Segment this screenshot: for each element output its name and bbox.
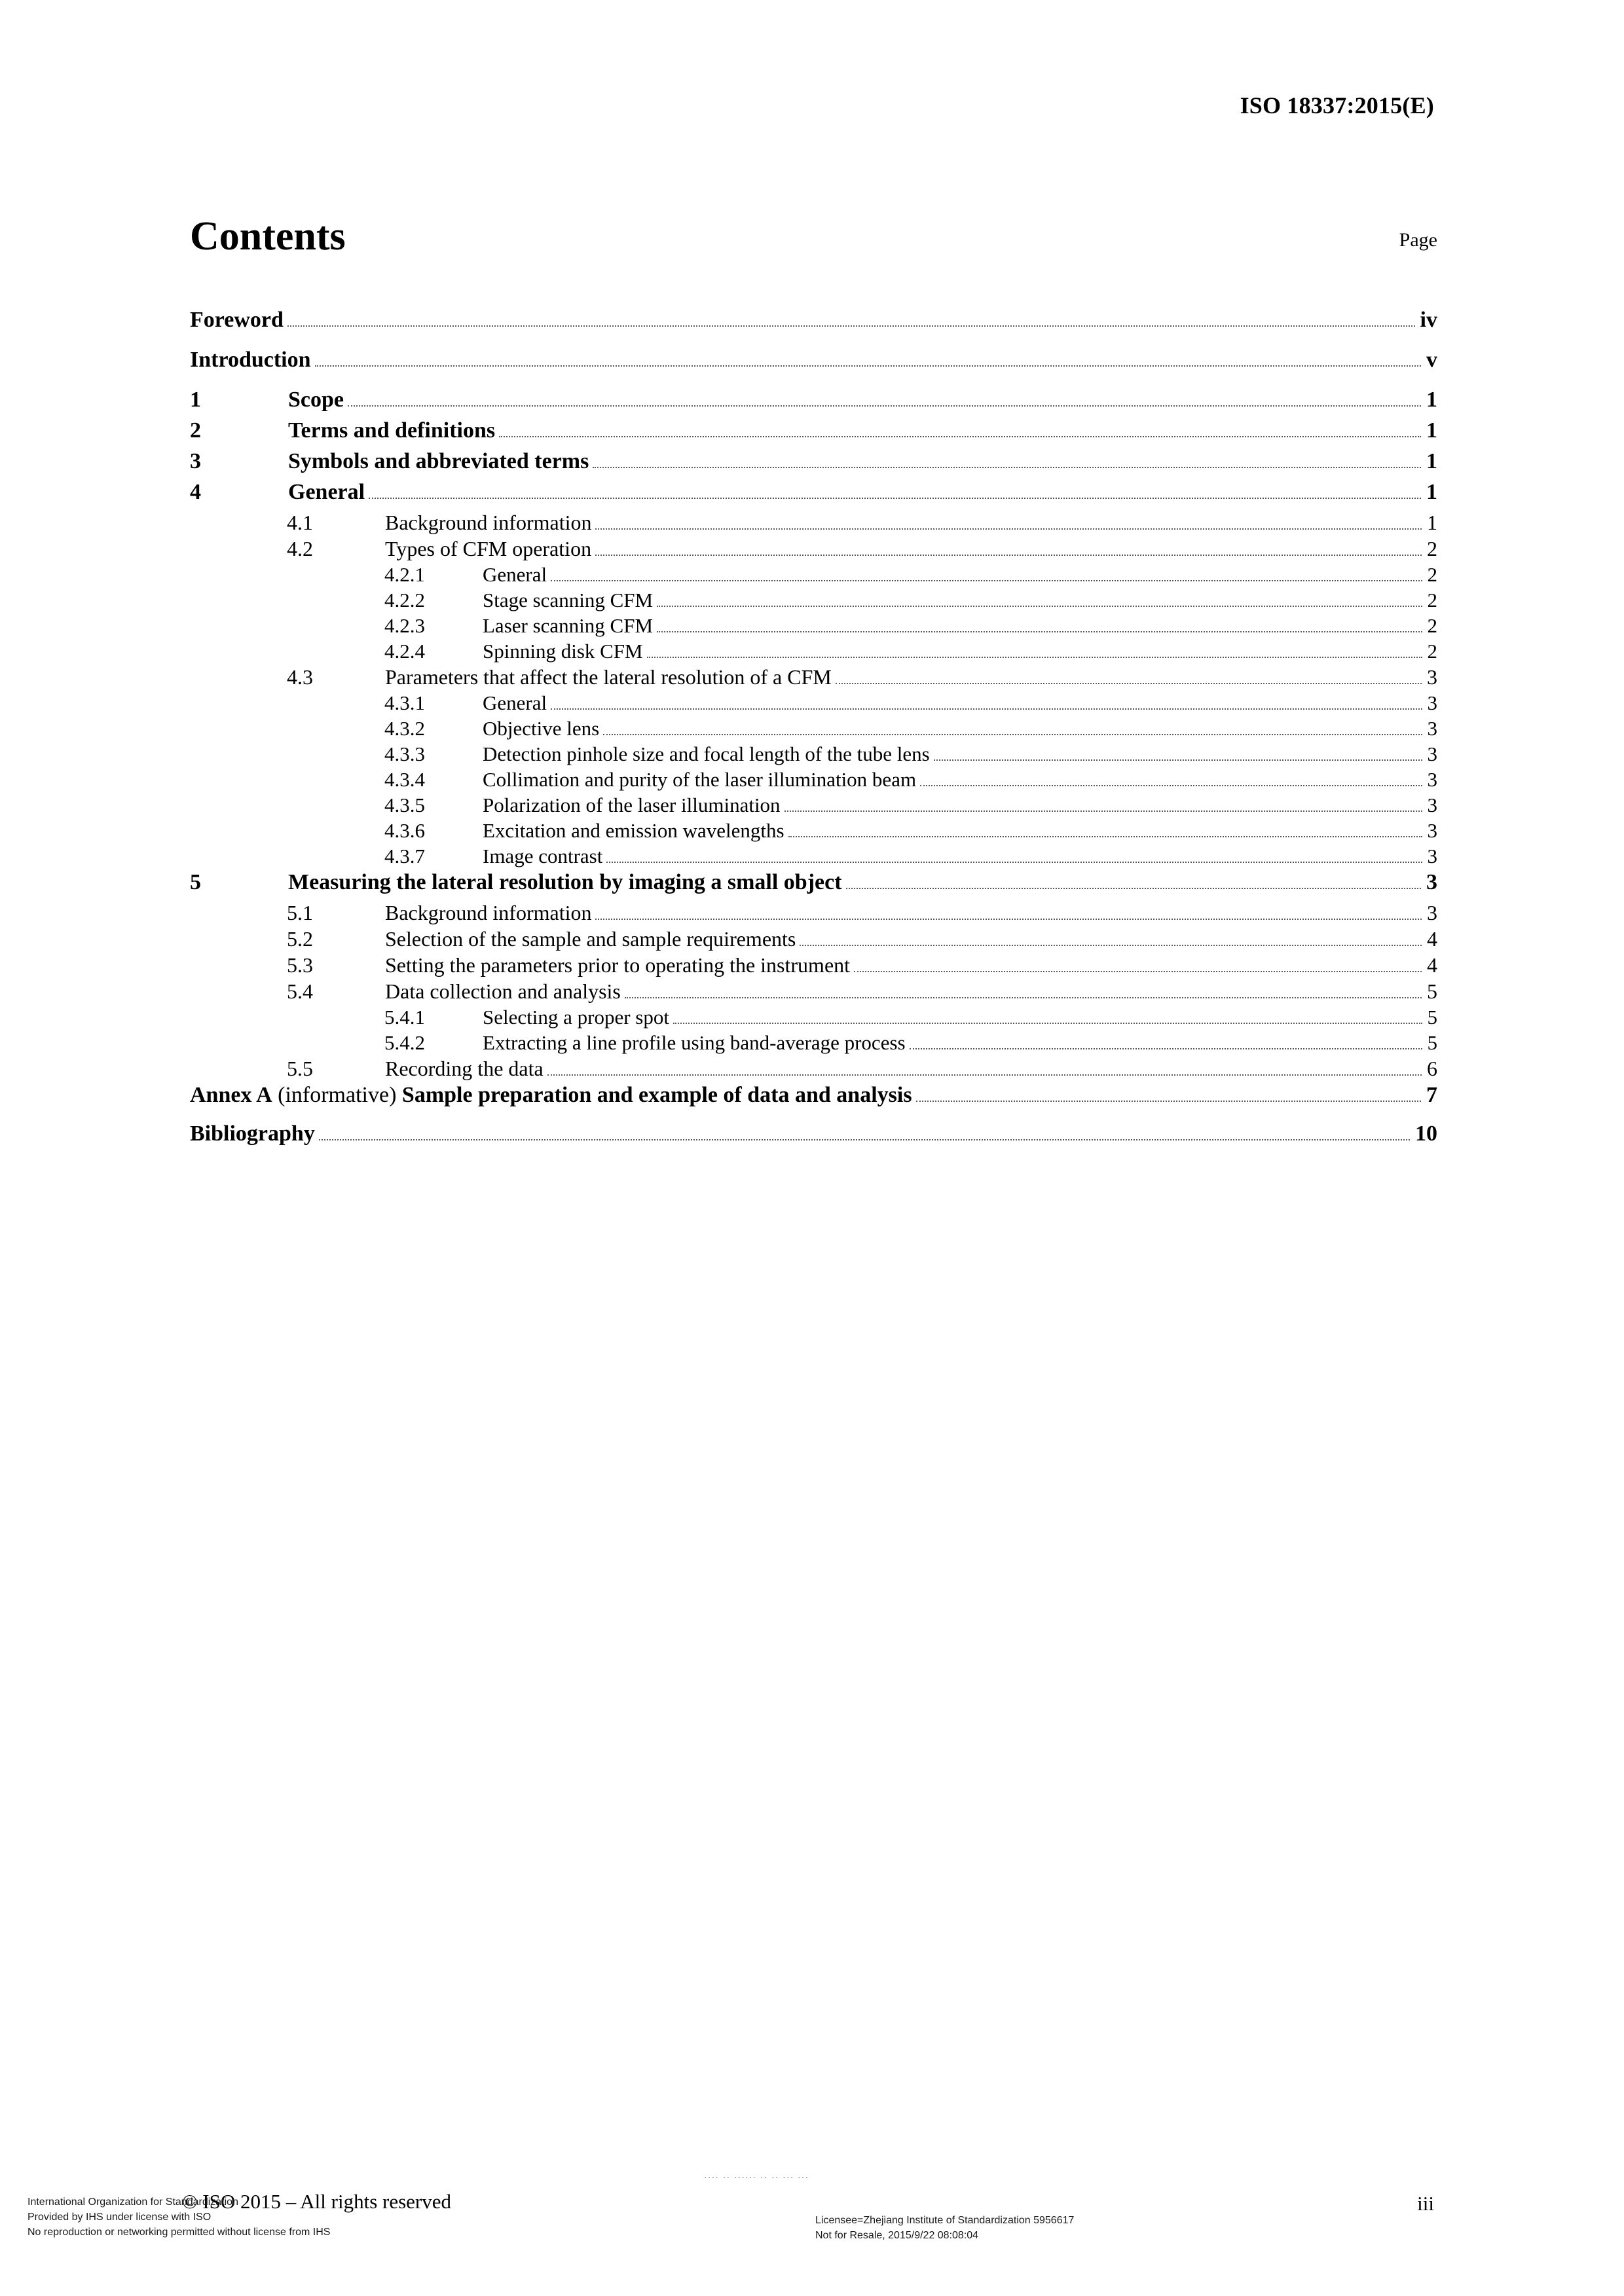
- toc-entry-page: 2: [1427, 640, 1437, 663]
- footer-ihs-license-center: [815, 2213, 1074, 2243]
- toc-entry[interactable]: [190, 418, 1437, 444]
- toc-entry-page: 1: [1426, 449, 1437, 473]
- ihs-norepro-line: No reproduction or networking permitted without license from IHS: [28, 2227, 331, 2238]
- toc-leader-dots: [916, 1101, 1421, 1102]
- toc-entry-label: Introduction: [190, 348, 311, 372]
- toc-entry-label: Foreword: [190, 308, 284, 332]
- ihs-provided-line: Provided by IHS under license with ISO: [28, 2212, 212, 2223]
- toc-entry-label: Spinning disk CFM: [483, 640, 643, 663]
- toc-entry-page: iv: [1420, 308, 1437, 332]
- contents-heading-row: [190, 216, 1437, 257]
- toc-annex-qualifier: (informative): [272, 1083, 402, 1107]
- toc-entry[interactable]: [190, 870, 1437, 896]
- toc-entry-label: Collimation and purity of the laser illumination beam: [483, 768, 917, 791]
- toc-entry-page: 3: [1427, 901, 1437, 924]
- toc-entry-number: 4.3.7: [384, 845, 425, 867]
- toc-entry-page: 5: [1427, 979, 1437, 1003]
- toc-entry-label: Data collection and analysis: [385, 979, 621, 1003]
- toc-entry[interactable]: [190, 1057, 1437, 1082]
- toc-entry[interactable]: [190, 845, 1437, 869]
- toc-entry-page: 1: [1426, 418, 1437, 443]
- toc-leader-dots: [920, 785, 1422, 786]
- toc-entry[interactable]: [190, 665, 1437, 691]
- toc-entry-page: 3: [1427, 768, 1437, 791]
- toc-leader-dots: [784, 811, 1422, 812]
- toc-entry-number: 5.2: [287, 927, 313, 951]
- toc-entry[interactable]: [190, 614, 1437, 639]
- toc-entry-page: 1: [1427, 511, 1437, 534]
- toc-leader-dots: [673, 1023, 1422, 1024]
- toc-entry-page: 10: [1415, 1121, 1437, 1146]
- toc-entry-number: 4.3.2: [384, 717, 425, 740]
- toc-entry[interactable]: [190, 691, 1437, 716]
- toc-entry-number: 5.4: [287, 979, 313, 1003]
- toc-leader-dots: [854, 971, 1422, 972]
- toc-entry[interactable]: [190, 1121, 1437, 1147]
- toc-entry-page: 3: [1427, 717, 1437, 740]
- toc-leader-dots: [595, 528, 1422, 530]
- toc-entry[interactable]: [190, 563, 1437, 588]
- toc-entry-page: 3: [1427, 793, 1437, 816]
- toc-leader-dots: [319, 1139, 1410, 1140]
- toc-leader-dots: [657, 631, 1422, 632]
- toc-leader-dots: [606, 862, 1422, 863]
- toc-leader-dots: [846, 888, 1421, 889]
- toc-entry-label: Selecting a proper spot: [483, 1006, 669, 1029]
- page-column-label: Page: [1399, 229, 1437, 251]
- toc-entry-page: 4: [1427, 927, 1437, 951]
- toc-leader-dots: [287, 325, 1415, 327]
- toc-entry-number: 3: [190, 449, 201, 473]
- toc-leader-dots: [836, 683, 1422, 684]
- toc-entry[interactable]: [190, 742, 1437, 767]
- footer-page-number: iii: [1417, 2192, 1434, 2215]
- toc-entry-label: Objective lens: [483, 717, 600, 740]
- toc-entry-label: General: [483, 691, 547, 714]
- toc-entry[interactable]: [190, 901, 1437, 926]
- toc-entry-page: 5: [1427, 1006, 1437, 1029]
- toc-entry-number: 5.4.2: [384, 1031, 425, 1054]
- toc-leader-dots: [551, 580, 1422, 581]
- toc-entry-label: Background information: [385, 901, 592, 924]
- toc-entry[interactable]: [190, 768, 1437, 793]
- toc-entry-number: 4.1: [287, 511, 313, 534]
- toc-leader-dots: [910, 1048, 1422, 1049]
- toc-entry[interactable]: [190, 979, 1437, 1005]
- toc-entry-label: Background information: [385, 511, 592, 534]
- toc-entry-page: 3: [1427, 845, 1437, 867]
- toc-entry[interactable]: [190, 589, 1437, 613]
- toc-entry-label: Polarization of the laser illumination: [483, 793, 781, 816]
- toc-entry-label: Extracting a line profile using band-average process: [483, 1031, 906, 1054]
- toc-entry-page: 3: [1427, 691, 1437, 714]
- toc-entry-number: 4.3: [287, 665, 313, 689]
- toc-leader-dots: [788, 836, 1422, 837]
- footer-copyright: © ISO 2015 – All rights reserved: [182, 2190, 452, 2213]
- ihs-org-line: International Organization for Standardization: [28, 2196, 238, 2208]
- toc-entry-number: 5.1: [287, 901, 313, 924]
- toc-entry-number: 4.3.5: [384, 793, 425, 816]
- toc-leader-dots: [315, 365, 1421, 367]
- toc-entry-label: Setting the parameters prior to operating the instrument: [385, 953, 851, 977]
- toc-leader-dots: [593, 467, 1421, 468]
- toc-leader-dots: [657, 606, 1422, 607]
- toc-entry[interactable]: [190, 953, 1437, 979]
- toc-entry-page: 2: [1427, 563, 1437, 586]
- toc-entry-number: 4.2.2: [384, 589, 425, 611]
- toc-entry-page: 6: [1427, 1057, 1437, 1080]
- page-header-standard-ref: ISO 18337:2015(E): [1240, 92, 1434, 118]
- toc-entry-page: 1: [1426, 480, 1437, 504]
- page-title: Contents: [190, 214, 346, 259]
- toc-leader-dots: [369, 498, 1421, 499]
- toc-entry-label: Measuring the lateral resolution by imaging a small object: [288, 870, 842, 894]
- toc-entry[interactable]: [190, 640, 1437, 665]
- toc-annex-title: Sample preparation and example of data and analysis: [401, 1083, 912, 1107]
- toc-entry-number: 4.2.4: [384, 640, 425, 663]
- toc-leader-dots: [595, 555, 1422, 556]
- toc-leader-dots: [934, 759, 1422, 761]
- toc-leader-dots: [625, 997, 1422, 998]
- table-of-contents: [190, 308, 1437, 1160]
- toc-entry[interactable]: [190, 793, 1437, 818]
- toc-entry-label: [190, 1121, 318, 1146]
- toc-entry[interactable]: [190, 480, 1437, 505]
- toc-entry-number: 4.3.4: [384, 768, 425, 791]
- toc-entry-page: 5: [1427, 1031, 1437, 1054]
- toc-leader-dots: [547, 1074, 1422, 1076]
- toc-entry-page: 7: [1426, 1083, 1437, 1107]
- toc-leader-dots: [800, 945, 1422, 946]
- toc-entry-number: 4.3.6: [384, 819, 425, 842]
- toc-entry-label: Stage scanning CFM: [483, 589, 654, 611]
- footer-ihs-license-left: [28, 2195, 330, 2240]
- toc-entry-label: Symbols and abbreviated terms: [288, 449, 589, 473]
- toc-entry-number: 4.2.3: [384, 614, 425, 637]
- toc-entry-page: 4: [1427, 953, 1437, 977]
- toc-entry[interactable]: [190, 348, 1437, 373]
- toc-entry-label: General: [288, 480, 365, 504]
- toc-leader-dots: [603, 734, 1422, 735]
- toc-entry-page: 3: [1427, 742, 1437, 765]
- ihs-licensee-line: Licensee=Zhejiang Institute of Standardization 5956617: [815, 2215, 1075, 2226]
- toc-entry-page: v: [1426, 348, 1437, 372]
- toc-entry-label: Laser scanning CFM: [483, 614, 654, 637]
- toc-entry-number: 1: [190, 388, 201, 412]
- toc-entry[interactable]: [190, 1083, 1437, 1108]
- toc-entry[interactable]: [190, 449, 1437, 475]
- toc-entry-label: Terms and definitions: [288, 418, 496, 443]
- footer-artifact-dots: .... .. ...... .. .. ... ...: [704, 2168, 809, 2181]
- toc-entry[interactable]: [190, 927, 1437, 953]
- toc-entry-number: 4.3.1: [384, 691, 425, 714]
- toc-entry-number: 4: [190, 480, 201, 504]
- toc-entry-page: 3: [1426, 870, 1437, 894]
- toc-entry-number: 5: [190, 870, 201, 894]
- toc-entry-number: 4.2: [287, 537, 313, 560]
- toc-leader-dots: [348, 405, 1421, 407]
- toc-leader-dots: [595, 919, 1422, 920]
- toc-entry-page: 2: [1427, 589, 1437, 611]
- toc-entry-label: Excitation and emission wavelengths: [483, 819, 784, 842]
- toc-leader-dots: [499, 436, 1421, 437]
- toc-entry[interactable]: [190, 308, 1437, 333]
- toc-entry-label: General: [483, 563, 547, 586]
- toc-entry-label: Recording the data: [385, 1057, 544, 1080]
- toc-entry-label: Detection pinhole size and focal length of the tube lens: [483, 742, 930, 765]
- toc-entry-number: 2: [190, 418, 201, 443]
- toc-entry-label: [190, 1083, 915, 1108]
- toc-entry[interactable]: [190, 388, 1437, 413]
- toc-entry-page: 2: [1427, 614, 1437, 637]
- toc-entry-label: Types of CFM operation: [385, 537, 592, 560]
- toc-leader-dots: [647, 657, 1422, 658]
- toc-entry[interactable]: [190, 819, 1437, 844]
- toc-entry-number: 4.3.3: [384, 742, 425, 765]
- toc-entry-label: Image contrast: [483, 845, 603, 867]
- toc-entry-label: Parameters that affect the lateral resolution of a CFM: [385, 665, 832, 689]
- toc-annex-name: Bibliography: [190, 1121, 315, 1146]
- toc-entry[interactable]: [190, 511, 1437, 536]
- toc-entry-page: 3: [1427, 665, 1437, 689]
- toc-entry-number: 5.3: [287, 953, 313, 977]
- toc-entry[interactable]: [190, 717, 1437, 742]
- toc-entry-page: 1: [1426, 388, 1437, 412]
- toc-entry-page: 3: [1427, 819, 1437, 842]
- toc-entry[interactable]: [190, 1006, 1437, 1030]
- toc-entry-number: 5.5: [287, 1057, 313, 1080]
- toc-entry[interactable]: [190, 1031, 1437, 1056]
- toc-entry-number: 4.2.1: [384, 563, 425, 586]
- toc-leader-dots: [551, 708, 1422, 710]
- toc-annex-name: Annex A: [190, 1083, 272, 1107]
- toc-entry-number: 5.4.1: [384, 1006, 425, 1029]
- toc-entry-page: 2: [1427, 537, 1437, 560]
- ihs-notforresale-line: Not for Resale, 2015/9/22 08:08:04: [815, 2230, 979, 2242]
- toc-entry-label: Scope: [288, 388, 344, 412]
- toc-entry-label: Selection of the sample and sample requirements: [385, 927, 796, 951]
- toc-entry[interactable]: [190, 537, 1437, 562]
